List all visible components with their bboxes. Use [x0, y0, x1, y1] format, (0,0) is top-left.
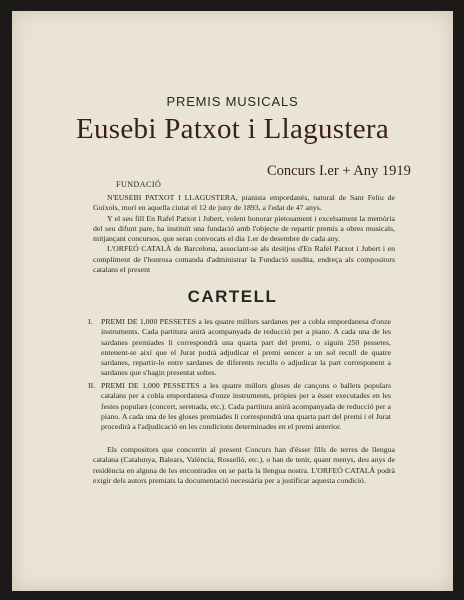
cartell-heading: CARTELL	[187, 287, 278, 306]
document-sheet	[12, 11, 453, 591]
document-title: Eusebi Patxot i Llagustera	[75, 113, 390, 145]
prize-item-1	[88, 317, 393, 381]
prize-number: I.	[88, 317, 93, 326]
fundacio-label: FUNDACIÓ	[116, 180, 162, 189]
closing-section	[93, 445, 395, 486]
intro-paragraph-1: N'EUSEBI PATXOT I LLAGUSTERA, pianista empordanès, natural de Sant Feliu de Guíxols, morí en aquella ciutat el 12 de juny de 1893, a l'edat de 47 anys.	[93, 193, 395, 213]
intro-paragraph-2: Y el seu fill En Rafel Patxot i Jubert, volent honorar pietosament i excelsament la memòria del seu difunt pare, ha instituït una fundació amb l'objecte de repartir premis a obres musicals, mitjançant concursos, que seran convocats el dia 1.er de desembre de cada any.	[93, 213, 395, 244]
prize-text: PREMI DE 1,000 PESSETES a les quatre millors gloses de cançons o ballets populars catalans per a cobla empordanesa d'onze instruments, pròpies per a ésser executades en les festes populars (concert, serenada, etc.). Cada partitura anirà acompanyada de reducció per a piano. A cada una de les gloses premiades li correspondrà una quarta part del premi i el Jurat procedirà a l'adjudicació en les condicions determinades en el premi anterior.	[101, 381, 391, 432]
intro-paragraph-3: L'ORFEÓ CATALÀ de Barcelona, associant-se als desitjos d'En Rafel Patxot i Jubert i en compliment de l'honrosa comanda d'administrar la Fundació susdita, endreça als compositors catalans el present	[93, 244, 395, 275]
premis-heading: PREMIS MUSICALS	[166, 94, 299, 109]
closing-paragraph: Els compositors que concorrin al present Concurs han d'ésser fills de terres de llengua catalana (Catalunya, Balears, València, Rosselló, etc.), o han de tenir, quant menys, deu anys de residència en alguna de les encontrades on se parla la llengua nostra. L'ORFEÓ CATALÀ podrà exigir dels autors premiats la documentació necessària per a justificar aquesta condició.	[93, 445, 395, 485]
intro-section	[93, 193, 395, 275]
concurs-label: Concurs I.er + Any 1919	[267, 163, 411, 179]
prize-number: II.	[88, 381, 96, 390]
prize-item-2	[88, 381, 393, 447]
prize-text: PREMI DE 1,000 PESSETES a les quatre millors sardanes per a cobla empordanesa d'onze instruments. Cada partitura anirà acompanyada de reducció per a piano. A cada una de les sardanes premiades li correspondrà una quarta part del premi, o siguin 250 pessetes, entenent-se així que el Jurat podrà adjudicar el premi sencer a un sol recull de quatre sardanes, repartir-lo entre sardanes de diferents reculls o adjudicar la part corresponent a sardanes que s'hagin presentat soltes.	[101, 317, 391, 378]
